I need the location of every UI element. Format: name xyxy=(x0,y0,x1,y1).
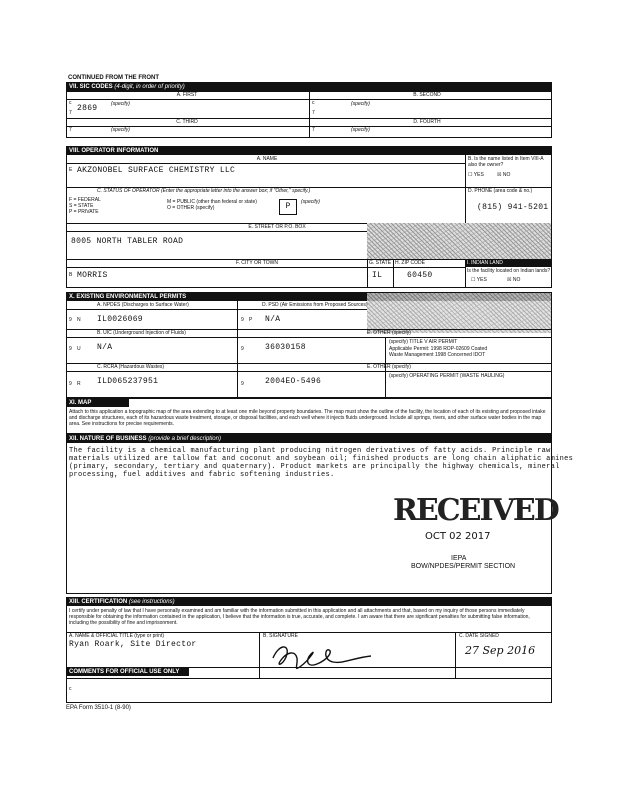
form-number: EPA Form 3510-1 (8-90) xyxy=(66,705,131,711)
map-header: XI. MAP xyxy=(67,399,129,407)
official-use-header: COMMENTS FOR OFFICIAL USE ONLY xyxy=(67,668,189,676)
rcra-value[interactable]: ILD065237951 xyxy=(97,377,159,386)
sic-header: VII. SIC CODES (4-digit, in order of priority) xyxy=(67,83,551,91)
state-value[interactable]: IL xyxy=(372,271,383,280)
nature-header: XII. NATURE OF BUSINESS (provide a brief description) xyxy=(67,435,551,443)
cert-text: I certify under penalty of law that I have personally examined and am familiar with the information submitted in this application and all attachments and that, based on my inquiry of those persons immediately responsible for obtaining the information contained in the application, I believe that the information is true, accurate, and complete. I am aware that there are significant penalties for submitting false information, including the possibility of fine and imprisonment. xyxy=(69,608,530,626)
redacted-area xyxy=(367,223,551,259)
operator-header: VIII. OPERATOR INFORMATION xyxy=(67,147,551,155)
zip-value[interactable]: 60450 xyxy=(407,271,433,280)
date-signed-value[interactable]: 27 Sep 2016 xyxy=(465,644,536,657)
city-value[interactable]: MORRIS xyxy=(77,271,108,280)
uic-value[interactable]: N/A xyxy=(97,343,113,352)
owner-yes[interactable]: ☐ YES xyxy=(468,172,484,178)
continued-label: CONTINUED FROM THE FRONT xyxy=(68,75,159,81)
cert-name-value[interactable]: Ryan Roark, Site Director xyxy=(69,640,197,649)
map-instructions: Attach to this application a topographic map of the area extending to at least one mile beyond property boundaries. The map must show the outline of the facility, the location of each of its existing and proposed intake and discharge structures, each of its hazardous waste treatment, storage, or disposal facilities, and each well where it injects fluids underground. Include all springs, rivers, and other surface water bodies in the map area. See instructions for precise requirements. xyxy=(69,409,546,427)
permits-header: X. EXISTING ENVIRONMENTAL PERMITS xyxy=(67,293,551,301)
indian-yes[interactable]: ☐ YES xyxy=(471,277,487,283)
other-value[interactable]: 36030158 xyxy=(265,343,306,352)
official-use-section: COMMENTS FOR OFFICIAL USE ONLY c xyxy=(66,667,552,703)
operator-section: VIII. OPERATOR INFORMATION A. NAME E AKZONOBEL SURFACE CHEMISTRY LLC B. Is the name listed in Item VIII-A also the owner? ☐ YES ☒ NO C. STATUS OF OPERATOR (Enter the appropriate letter into the answer box; if "Other," specify.) F = FEDERAL S = STATE P = PRIVATE M = PUBLIC (other than federal or state) O = OTHER (specify) P (specify) D. PHONE (area code & no.) (815) 941-5201 E. STREET OR P.O. BOX 8005 NORTH TABLER ROAD F. CITY OR TOWN G. STATE H. ZIP CODE I. INDIAN LAND B MORRIS IL 60450 Is the facility located on Indian lands? ☐ YES ☒ NO xyxy=(66,146,552,288)
sic-second-label: B. SECOND xyxy=(413,92,441,98)
street-value[interactable]: 8005 NORTH TABLER ROAD xyxy=(71,237,184,246)
operator-name-value[interactable]: AKZONOBEL SURFACE CHEMISTRY LLC xyxy=(77,166,236,175)
owner-no[interactable]: ☒ NO xyxy=(497,172,511,178)
nature-line-2: materials utilized are tallow fat and coconut and soybean oil; finished products are long chain aliphatic amines xyxy=(69,455,574,463)
sic-first-value[interactable]: 2869 xyxy=(77,104,98,113)
other2-value[interactable]: 2004EO-5496 xyxy=(265,377,322,386)
status-answer-box[interactable]: P xyxy=(279,199,297,215)
certification-section: XIII. CERTIFICATION (see instructions) I certify under penalty of law that I have personally examined and am familiar with the information submitted in this application and all attachments and that, based on my inquiry of those persons immediately responsible for obtaining the information contained in the application, I believe that the information is true, accurate, and complete. I am aware that there are significant penalties for submitting false information, including the possibility of fine and imprisonment. A. NAME & OFFICIAL TITLE (type or print) Ryan Roark, Site Director B. SIGNATURE C. DATE SIGNED 27 Sep 2016 xyxy=(66,597,552,679)
nature-line-1: The facility is a chemical manufacturing plant producing nitrogen derivatives of fatty acids. Principle raw xyxy=(69,447,551,455)
sic-first-label: A. FIRST xyxy=(176,92,198,98)
psd-value[interactable]: N/A xyxy=(265,315,281,324)
phone-value[interactable]: (815) 941-5201 xyxy=(477,203,549,212)
received-stamp: RECEIVED OCT 02 2017 IEPA BOW/NPDES/PERMIT SECTION xyxy=(393,493,558,570)
indian-no[interactable]: ☒ NO xyxy=(507,277,521,283)
sic-third-label: C. THIRD xyxy=(176,119,198,125)
permits-section: X. EXISTING ENVIRONMENTAL PERMITS A. NPDES (Discharges to Surface Water) D. PSD (Air Emissions from Proposed Sources) 9 N IL0026069 9 P N/A B. UIC (Underground Injection of Fluids) E. OTHER (specify) 9 U N/A 9 36030158 (specify) TITLE V AIR PERMIT Applicable Permit: 1998 ROP-02609 Coated Waste Management 1998 Concerned IDOT C. RCRA (Hazardous Wastes) E. OTHER (specify) 9 R ILD065237951 9 2004EO-5496 (specify) OPERATING PERMIT (WASTE HAULING) xyxy=(66,292,552,398)
map-section xyxy=(66,398,552,434)
cert-header: XIII. CERTIFICATION (see instructions) xyxy=(67,598,551,606)
nature-line-3: (primary, secondary, tertiary and quaternary). Product markets are principally the highway chemicals, mineral xyxy=(69,463,560,471)
nature-line-4: processing, fuel additives and fabric softening industries. xyxy=(69,471,335,479)
sic-section: VII. SIC CODES (4-digit, in order of priority) A. FIRST B. SECOND c 7 2869 (specify) c 7 (specify) C. THIRD D. FOURTH 7 (specify) 7 (specify) xyxy=(66,82,552,138)
sic-fourth-label: D. FOURTH xyxy=(413,119,441,125)
nature-section xyxy=(66,434,574,594)
npdes-value[interactable]: IL0026069 xyxy=(97,315,143,324)
